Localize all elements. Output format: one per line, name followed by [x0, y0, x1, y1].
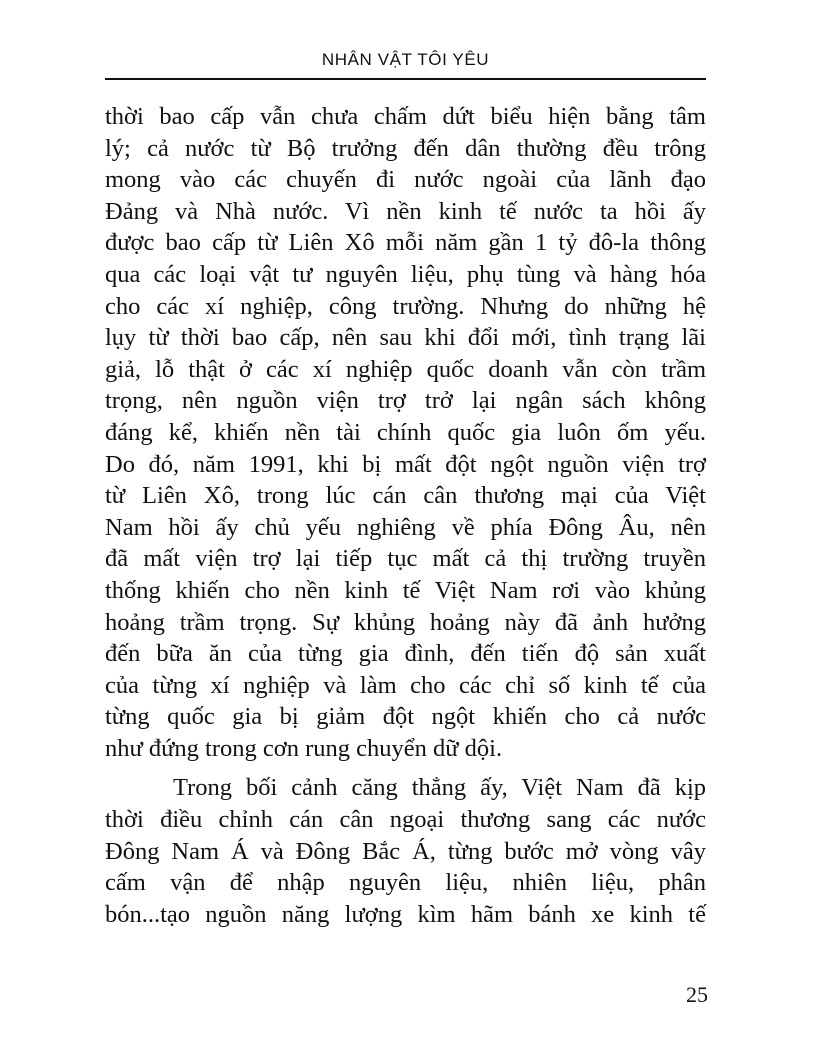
text-line: giả, lỗ thật ở các xí nghiệp quốc doanh vẫn còn trầm: [105, 355, 706, 383]
running-header: NHÂN VẬT TÔI YÊU: [321, 50, 490, 69]
text-line: cấm vận để nhập nguyên liệu, nhiên liệu, phân: [105, 869, 706, 897]
text-line: Do đó, năm 1991, khi bị mất đột ngột nguồn viện trợ: [105, 450, 706, 478]
text-line: trọng, nên nguồn viện trợ trở lại ngân sách không: [105, 387, 706, 415]
text-line: Đông Nam Á và Đông Bắc Á, từng bước mở vòng vây: [105, 837, 706, 865]
text-line: lụy từ thời bao cấp, nên sau khi đổi mới, tình trạng lãi: [105, 324, 706, 352]
text-line: Đảng và Nhà nước. Vì nền kinh tế nước ta hồi ấy: [105, 197, 706, 225]
text-line: như đứng trong cơn rung chuyển dữ dội.: [105, 734, 503, 762]
header-rule: [105, 78, 706, 80]
text-line: thời điều chỉnh cán cân ngoại thương sang các nước: [105, 806, 706, 834]
text-line: đến bữa ăn của từng gia đình, đến tiến độ sản xuất: [105, 640, 706, 668]
paragraph-2: [105, 772, 706, 930]
text-line: đã mất viện trợ lại tiếp tục mất cả thị trường truyền: [105, 545, 706, 573]
text-line: Nam hồi ấy chủ yếu nghiêng về phía Đông Âu, nên: [105, 513, 706, 541]
text-line: từ Liên Xô, trong lúc cán cân thương mại của Việt: [105, 482, 706, 510]
text-line: Trong bối cảnh căng thẳng ấy, Việt Nam đã kịp: [173, 774, 706, 802]
text-line: lý; cả nước từ Bộ trưởng đến dân thường đều trông: [105, 134, 706, 162]
text-line: mong vào các chuyến đi nước ngoài của lãnh đạo: [105, 166, 706, 194]
text-line: thống khiến cho nền kinh tế Việt Nam rơi vào khủng: [105, 576, 706, 604]
text-line: bón...tạo nguồn năng lượng kìm hãm bánh xe kinh tế: [105, 900, 706, 928]
paragraph-1: [105, 101, 706, 764]
text-line: từng quốc gia bị giảm đột ngột khiến cho cả nước: [105, 703, 706, 731]
text-line: hoảng trầm trọng. Sự khủng hoảng này đã ảnh hưởng: [105, 608, 706, 636]
text-line: đáng kể, khiến nền tài chính quốc gia luôn ốm yếu.: [105, 418, 706, 446]
page-number: 25: [686, 982, 708, 1007]
text-line: được bao cấp từ Liên Xô mỗi năm gần 1 tỷ đô-la thông: [105, 229, 706, 257]
text-line: của từng xí nghiệp và làm cho các chỉ số kinh tế của: [105, 671, 706, 699]
text-line: qua các loại vật tư nguyên liệu, phụ tùng và hàng hóa: [105, 260, 706, 288]
body-text: [105, 101, 706, 930]
text-line: thời bao cấp vẫn chưa chấm dứt biểu hiện bằng tâm: [105, 103, 706, 130]
text-line: cho các xí nghiệp, công trường. Nhưng do những hệ: [105, 292, 706, 320]
